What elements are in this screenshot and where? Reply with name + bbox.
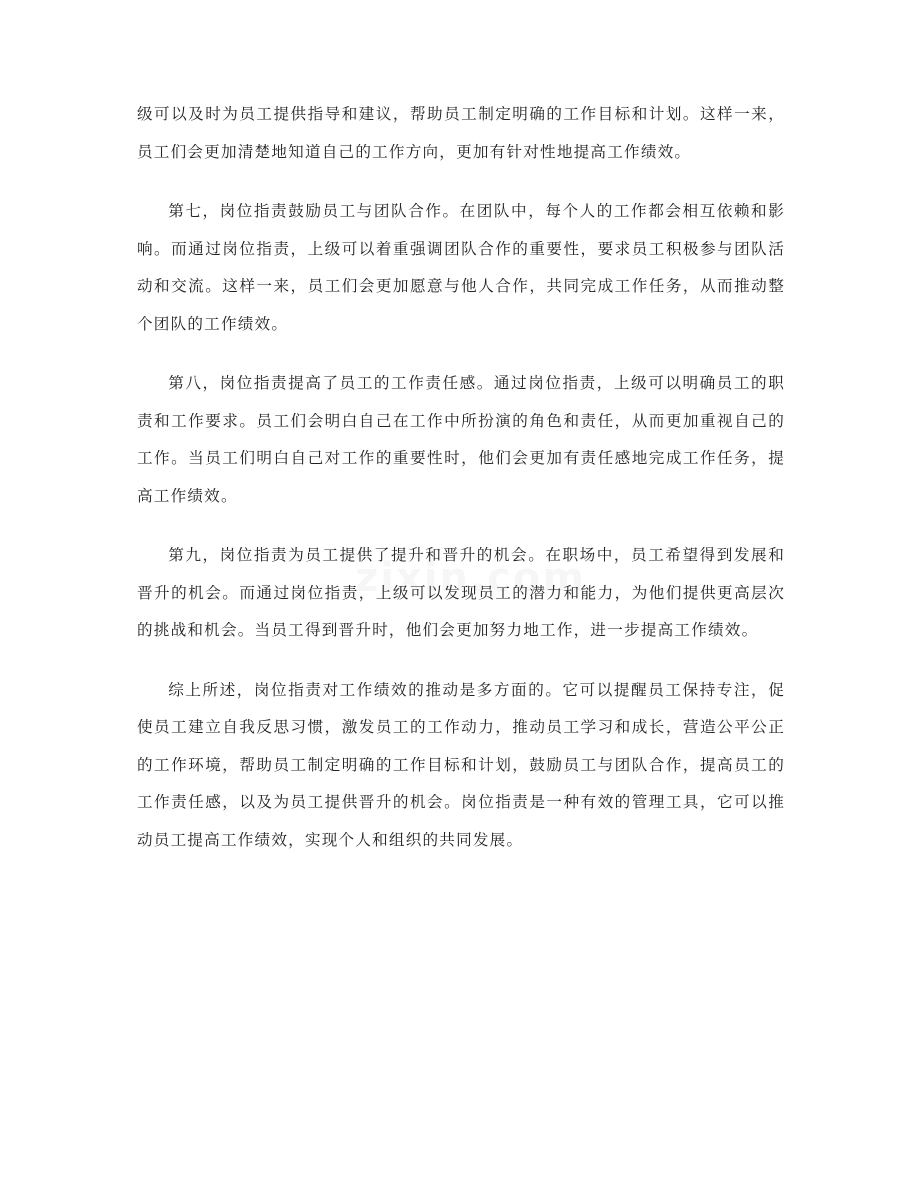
paragraph-seventh-point: 第七，岗位指责鼓励员工与团队合作。在团队中，每个人的工作都会相互依赖和影响。而通过岗位指责，上级可以着重强调团队合作的重要性，要求员工积极参与团队活动和交流。这样一来，员工们会更加愿意与他人合作，共同完成工作任务，从而推动整个团队的工作绩效。 [137,202,785,333]
document-body [137,96,785,881]
paragraph-ninth-point: 第九，岗位指责为员工提供了提升和晋升的机会。在职场中，员工希望得到发展和晋升的机会。而通过岗位指责，上级可以发现员工的潜力和能力，为他们提供更高层次的挑战和机会。当员工得到晋升时，他们会更加努力地工作，进一步提高工作绩效。 [137,546,785,639]
paragraph-eighth-point: 第八，岗位指责提高了员工的工作责任感。通过岗位指责，上级可以明确员工的职责和工作要求。员工们会明白自己在工作中所扮演的角色和责任，从而更加重视自己的工作。当员工们明白自己对工作的重要性时，他们会更加有责任感地完成工作任务，提高工作绩效。 [137,374,785,505]
paragraph-conclusion: 综上所述，岗位指责对工作绩效的推动是多方面的。它可以提醒员工保持专注，促使员工建立自我反思习惯，激发员工的工作动力，推动员工学习和成长，营造公平公正的工作环境，帮助员工制定明确的工作目标和计划，鼓励员工与团队合作，提高员工的工作责任感，以及为员工提供晋升的机会。岗位指责是一种有效的管理工具，它可以推动员工提高工作绩效，实现个人和组织的共同发展。 [137,680,785,849]
paragraph-continued: 级可以及时为员工提供指导和建议，帮助员工制定明确的工作目标和计划。这样一来，员工们会更加清楚地知道自己的工作方向，更加有针对性地提高工作绩效。 [137,105,785,161]
